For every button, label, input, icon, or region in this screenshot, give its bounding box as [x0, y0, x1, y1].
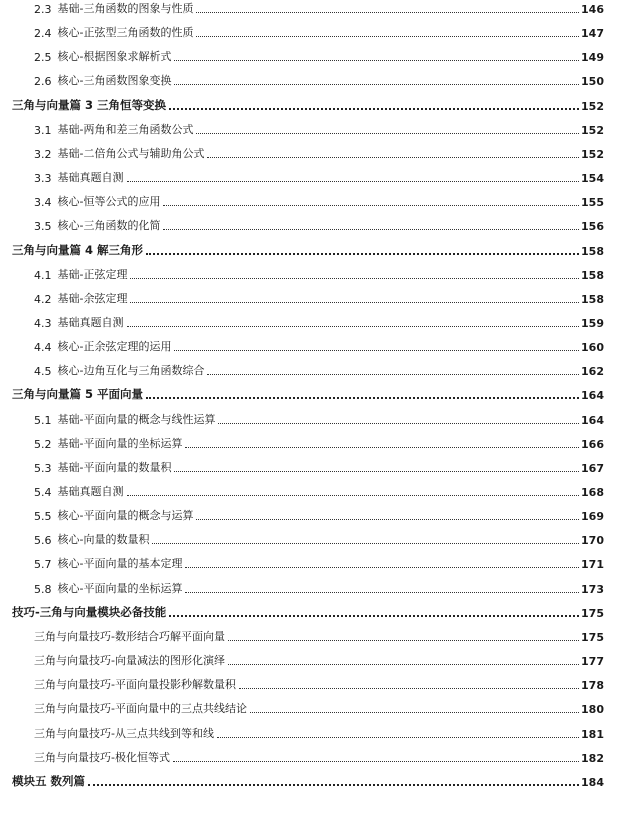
toc-entry-number: 3.4: [34, 196, 52, 210]
toc-entry-title: 核心-平面向量的概念与运算: [57, 509, 194, 523]
toc-section-entry: [0, 549, 617, 571]
dot-leader: [207, 374, 579, 375]
toc-entry-page-number: 168: [581, 486, 604, 499]
toc-entry-page-number: 158: [581, 268, 604, 282]
toc-chapter-entry: [0, 598, 617, 620]
toc-section-entry: [0, 187, 617, 209]
toc-entry-title: 三角与向量技巧-从三点共线到等和线: [34, 726, 214, 740]
toc-entry-number: 5.4: [34, 486, 52, 499]
toc-entry-number: 5.6: [34, 534, 52, 548]
toc-entry-title: 技巧-三角与向量模块必备技能: [12, 604, 167, 619]
toc-entry-title: 三角与向量技巧-平面向量中的三点共线结论: [34, 702, 247, 716]
toc-chapter-entry: [0, 380, 617, 402]
dot-leader: [239, 688, 579, 689]
toc-entry-page-number: 152: [581, 99, 604, 113]
dot-leader: [163, 229, 579, 230]
dot-leader: [174, 471, 579, 472]
toc-section-entry: [0, 260, 617, 282]
toc-entry-title: 三角与向量技巧-向量减法的图形化演绎: [34, 654, 225, 668]
toc-section-entry: [0, 719, 617, 741]
toc-entry-title: 核心-三角函数的化简: [57, 219, 161, 233]
dot-leader: [250, 712, 579, 713]
toc-section-entry: [0, 42, 617, 64]
toc-section-entry: [0, 284, 617, 306]
toc-section-entry: [0, 694, 617, 716]
toc-entry-title: 三角与向量篇 5 平面向量: [12, 387, 144, 402]
toc-entry-number: 2.4: [34, 27, 52, 41]
toc-entry-page-number: 170: [581, 534, 604, 548]
toc-entry-page-number: 175: [581, 630, 604, 644]
toc-entry-page-number: 155: [581, 196, 604, 210]
toc-entry-title: 三角与向量技巧-数形结合巧解平面向量: [34, 629, 225, 643]
dot-leader: [174, 60, 579, 61]
toc-entry-page-number: 171: [581, 558, 604, 572]
toc-entry-number: 5.1: [34, 413, 52, 427]
toc-section-entry: [0, 574, 617, 596]
toc-entry-title: 模块五 数列篇: [12, 773, 86, 788]
dot-leader: [185, 592, 579, 593]
dot-leader: [228, 640, 579, 641]
toc-entry-page-number: 160: [581, 341, 604, 355]
toc-entry-page-number: 184: [581, 775, 604, 789]
toc-entry-page-number: 150: [581, 75, 604, 89]
toc-entry-page-number: 164: [581, 389, 604, 403]
toc-entry-number: 3.2: [34, 147, 52, 161]
toc-entry-title: 基础真题自测: [57, 315, 124, 329]
toc-entry-page-number: 178: [581, 679, 604, 693]
toc-entry-title: 核心-边角互化与三角函数综合: [57, 364, 205, 378]
toc-entry-number: 5.8: [34, 582, 52, 596]
toc-entry-page-number: 152: [581, 147, 604, 161]
toc-entry-title: 核心-正弦型三角函数的性质: [57, 26, 194, 40]
toc-entry-title: 基础-余弦定理: [57, 291, 128, 305]
toc-section-entry: [0, 66, 617, 88]
toc-section-entry: [0, 453, 617, 475]
toc-entry-number: 4.5: [34, 365, 52, 379]
toc-chapter-entry: [0, 236, 617, 258]
dot-leader: [130, 302, 579, 303]
toc-entry-page-number: 158: [581, 292, 604, 306]
toc-entry-number: 3.5: [34, 220, 52, 234]
toc-entry-title: 三角与向量篇 4 解三角形: [12, 242, 144, 257]
toc-entry-title: 核心-平面向量的基本定理: [57, 557, 183, 571]
dot-leader: [218, 423, 579, 424]
dot-leader: [169, 108, 579, 110]
dot-leader: [217, 737, 579, 738]
toc-section-entry: [0, 139, 617, 161]
toc-section-entry: [0, 622, 617, 644]
toc-entry-title: 三角与向量技巧-极化恒等式: [34, 750, 170, 764]
toc-entry-number: 5.2: [34, 437, 52, 451]
toc-entry-title: 基础-二倍角公式与辅助角公式: [57, 146, 205, 160]
toc-entry-title: 核心-恒等公式的应用: [57, 195, 161, 209]
dot-leader: [196, 519, 579, 520]
dot-leader: [228, 664, 579, 665]
toc-entry-number: 4.3: [34, 316, 52, 330]
toc-entry-page-number: 147: [581, 27, 604, 41]
toc-section-entry: [0, 308, 617, 330]
toc-section-entry: [0, 115, 617, 137]
toc-entry-page-number: 166: [581, 437, 604, 451]
toc-section-entry: [0, 670, 617, 692]
toc-entry-number: 5.3: [34, 461, 52, 475]
toc-section-entry: [0, 163, 617, 185]
toc-section-entry: [0, 18, 617, 40]
toc-entry-title: 基础-平面向量的数量积: [57, 460, 172, 474]
toc-entry-page-number: 180: [581, 703, 604, 717]
toc-section-entry: [0, 743, 617, 765]
dot-leader: [185, 567, 579, 568]
toc-entry-title: 三角与向量篇 3 三角恒等变换: [12, 97, 167, 112]
dot-leader: [152, 543, 579, 544]
toc-section-entry: [0, 356, 617, 378]
toc-entry-title: 核心-平面向量的坐标运算: [57, 581, 183, 595]
dot-leader: [127, 326, 580, 327]
toc-entry-page-number: 173: [581, 582, 604, 596]
toc-entry-title: 基础-两角和差三角函数公式: [57, 122, 194, 136]
toc-entry-page-number: 149: [581, 51, 604, 65]
toc-section-entry: [0, 477, 617, 499]
dot-leader: [169, 615, 579, 617]
dot-leader: [163, 205, 579, 206]
toc-entry-page-number: 162: [581, 365, 604, 379]
dot-leader: [196, 36, 579, 37]
toc-chapter-entry: [0, 91, 617, 113]
dot-leader: [196, 12, 579, 13]
toc-entry-number: 4.4: [34, 341, 52, 355]
toc-entry-number: 4.1: [34, 268, 52, 282]
toc-entry-title: 核心-三角函数图象变换: [57, 74, 172, 88]
toc-entry-page-number: 146: [581, 3, 604, 16]
toc-entry-page-number: 169: [581, 510, 604, 524]
dot-leader: [146, 397, 579, 399]
dot-leader: [127, 495, 580, 496]
toc-section-entry: [0, 211, 617, 233]
toc-entry-number: 4.2: [34, 292, 52, 306]
dot-leader: [174, 84, 579, 85]
dot-leader: [146, 253, 579, 255]
dot-leader: [174, 350, 579, 351]
toc-entry-title: 基础真题自测: [57, 485, 124, 498]
toc-entry-page-number: 167: [581, 461, 604, 475]
toc-entry-page-number: 182: [581, 751, 604, 765]
toc-entry-title: 核心-正余弦定理的运用: [57, 340, 172, 354]
toc-entry-title: 三角与向量技巧-平面向量投影秒解数量积: [34, 678, 236, 692]
toc-entry-page-number: 164: [581, 413, 604, 427]
toc-entry-page-number: 175: [581, 606, 604, 620]
toc-section-entry: [0, 405, 617, 427]
toc-entry-title: 基础-平面向量的概念与线性运算: [57, 412, 216, 426]
dot-leader: [185, 447, 579, 448]
dot-leader: [196, 133, 579, 134]
toc-entry-number: 2.5: [34, 51, 52, 65]
dot-leader: [173, 761, 579, 762]
toc-entry-title: 基础-平面向量的坐标运算: [57, 436, 183, 450]
toc-entry-title: 核心-根据图象求解析式: [57, 50, 172, 64]
toc-entry-number: 3.1: [34, 123, 52, 137]
toc-section-entry: [0, 332, 617, 354]
dot-leader: [88, 784, 579, 786]
dot-leader: [207, 157, 579, 158]
toc-entry-title: 基础真题自测: [57, 171, 124, 185]
toc-entry-title: 基础-正弦定理: [57, 267, 128, 281]
toc-section-entry: [0, 501, 617, 523]
toc-entry-number: 3.3: [34, 172, 52, 186]
toc-section-entry: [0, 646, 617, 668]
toc-entry-page-number: 154: [581, 172, 604, 186]
toc-entry-number: 2.3: [34, 3, 52, 16]
toc-entry-page-number: 158: [581, 244, 604, 258]
toc-entry-page-number: 159: [581, 316, 604, 330]
toc-entry-page-number: 156: [581, 220, 604, 234]
toc-entry-title: 基础-三角函数的图象与性质: [57, 2, 194, 15]
toc-entry-page-number: 181: [581, 727, 604, 741]
toc-entry-page-number: 152: [581, 123, 604, 137]
toc-entry-number: 5.5: [34, 510, 52, 524]
toc-chapter-entry: [0, 767, 617, 789]
toc-section-entry: [0, 0, 617, 16]
toc-section-entry: [0, 429, 617, 451]
toc-section-entry: [0, 525, 617, 547]
toc-entry-page-number: 177: [581, 655, 604, 669]
toc-entry-number: 2.6: [34, 75, 52, 89]
toc-entry-title: 核心-向量的数量积: [57, 533, 150, 547]
dot-leader: [130, 278, 579, 279]
toc-entry-number: 5.7: [34, 558, 52, 572]
dot-leader: [127, 181, 580, 182]
